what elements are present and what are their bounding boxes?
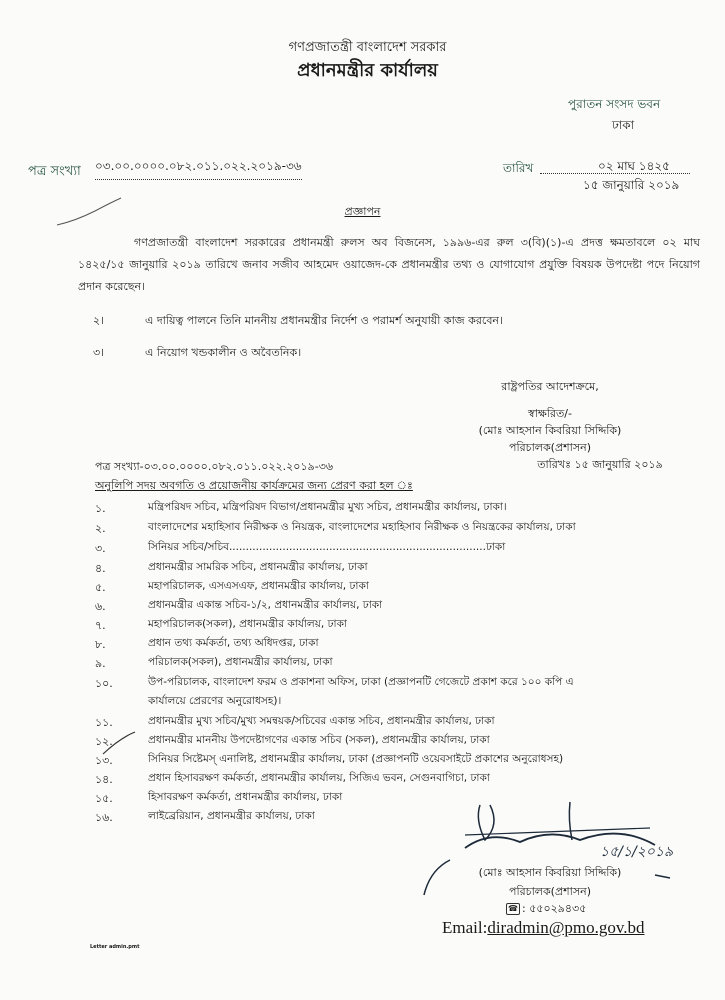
copy-item-text: প্রধান তথ্য কর্মকর্তা, তথ্য অধিদপ্তর, ঢাকা — [148, 637, 319, 649]
copy-item-text: মহাপরিচালক(সকল), প্রধানমন্ত্রীর কার্যালয়, ঢাকা — [148, 618, 347, 630]
copy-item-text: প্রধানমন্ত্রীর মুখ্য সচিব/মুখ্য সমন্বয়ক/সচিবের একান্ত সচিব, প্রধানমন্ত্রীর কার্যালয়, ঢাকা — [148, 715, 495, 727]
presidential-order: রাষ্ট্রপতির আদেশক্রমে, — [501, 380, 599, 393]
address-line-1: পুরাতন সংসদ ভবন — [568, 97, 661, 111]
email-line — [442, 918, 644, 938]
copy-memo-number: পত্র সংখ্যা-০৩.০০.০০০০.০৮২.০১১.০২২.২০১৯-৩৬ — [95, 460, 333, 473]
copy-item-text: হিসাবরক্ষণ কর্মকর্তা, প্রধানমন্ত্রীর কার্যালয়, ঢাকা — [148, 791, 343, 803]
copy-item-number: ৮. — [95, 638, 106, 651]
tick-mark — [95, 728, 145, 758]
point-number: ২। — [93, 314, 105, 327]
copy-item-text: মহাপরিচালক, এসএসএফ, প্রধানমন্ত্রীর কার্যালয়, ঢাকা — [148, 580, 369, 592]
copy-item-text: প্রধানমন্ত্রীর মাননীয় উপদেষ্টাগণের একান্ত সচিব (সকল), প্রধানমন্ত্রীর কার্যালয়, ঢাকা — [148, 734, 490, 746]
copy-item-number: ২. — [95, 522, 106, 535]
email-label: Email: — [442, 918, 488, 937]
copy-item-text: বাংলাদেশের মহাহিসাব নিরীক্ষক ও নিয়ন্ত্রক, বাংলাদেশের মহাহিসাব নিরীক্ষক ও নিয়ন্ত্রকের কার্যালয়, ঢাকা — [148, 521, 576, 533]
copy-item-text: পরিচালক(সকল), প্রধানমন্ত্রীর কার্যালয়, ঢাকা — [148, 656, 333, 668]
copy-item-number: ১৫. — [95, 792, 113, 805]
final-signatory-designation: পরিচালক(প্রশাসন) — [508, 885, 591, 898]
copy-item-text: সিনিয়র সচিব/সচিব.............................................................................ঢাকা — [148, 541, 506, 553]
copy-item-text: প্রধান হিসাবরক্ষণ কর্মকর্তা, প্রধানমন্ত্রীর কার্যালয়, সিজিএ ভবন, সেগুনবাগিচা, ঢাকা — [148, 772, 490, 784]
copy-item-text: লাইব্রেরিয়ান, প্রধানমন্ত্রীর কার্যালয়, ঢাকা — [148, 810, 315, 822]
main-paragraph: গণপ্রজাতন্ত্রী বাংলাদেশ সরকারের প্রধানমন্ত্রী রুলস অব বিজনেস, ১৯৯৬-এর রুল ৩(বি)(১)-এ প্রদত্ত ক্ষমতাবলে ০২ মাঘ ১৪২৫/১৫ জানুয়ারি ২০১৯ তারিখে জনাব সজীব আহমেদ ওয়াজেদ-কে প্রধানমন্ত্রীর তথ্য ও যোগাযোগ প্রযুক্তি বিষয়ক উপদেষ্টা পদে নিয়োগ প্রদান করেছেন। — [78, 236, 700, 293]
email-link[interactable]: diradmin@pmo.gov.bd — [487, 918, 645, 937]
signatory-designation: পরিচালক(প্রশাসন) — [508, 441, 591, 454]
copy-item-number: ৩. — [95, 542, 106, 555]
copy-item-number: ৪. — [95, 562, 106, 575]
signature-date: তারিখঃ ১৫ জানুয়ারি ২০১৯ — [537, 458, 663, 471]
handwritten-date: ১৫/১/২০১৯ — [600, 844, 674, 860]
date-label: তারিখ — [503, 161, 534, 175]
copy-item-number: ১. — [95, 502, 106, 515]
phone-line — [506, 900, 586, 919]
copy-item-text: উপ-পরিচালক, বাংলাদেশ ফরম ও প্রকাশনা অফিস, ঢাকা (প্রজ্ঞাপনটি গেজেটে প্রকাশ করে ১০০ কপি এ — [148, 676, 574, 688]
footer-note: Letter admin.pmt — [90, 944, 140, 950]
copy-item-number: ৯. — [95, 657, 106, 670]
copy-item-number: ১০. — [95, 677, 113, 690]
address-line-2: ঢাকা — [612, 118, 635, 132]
office-name: প্রধানমন্ত্রীর কার্যালয় — [297, 60, 438, 81]
copy-item-text: মন্ত্রিপরিষদ সচিব, মন্ত্রিপরিষদ বিভাগ/প্রধানমন্ত্রীর মুখ্য সচিব, প্রধানমন্ত্রীর কার্যালয়, ঢাকা। — [148, 501, 507, 513]
signed-label: স্বাক্ষরিত/- — [528, 407, 572, 420]
final-signatory-name: (মোঃ আহসান কিবরিয়া সিদ্দিকি) — [478, 866, 622, 879]
copy-item-number: ৭. — [95, 619, 106, 632]
copy-item-text: প্রধানমন্ত্রীর সামরিক সচিব, প্রধানমন্ত্রীর কার্যালয়, ঢাকা — [148, 561, 368, 573]
date-english: ১৫ জানুয়ারি ২০১৯ — [583, 178, 680, 192]
copy-item-text-continued: কার্যালয়ে প্রেরণের অনুরোধসহ)। — [148, 695, 282, 707]
copy-item-number: ১৩. — [95, 754, 113, 767]
telephone-icon: ☎ — [506, 903, 520, 915]
date-bangla: ০২ মাঘ ১৪২৫ — [598, 159, 670, 173]
copy-item-number: ৬. — [95, 600, 106, 613]
memo-number: ০৩.০০.০০০০.০৮২.০১১.০২২.২০১৯-৩৬ — [95, 158, 302, 180]
copy-item-number: ১৪. — [95, 773, 113, 786]
copy-item-number: ৫. — [95, 581, 106, 594]
copy-heading: অনুলিপি সদয় অবগতি ও প্রয়োজনীয় কার্যক্রমের জন্য প্রেরণ করা হল ঃ — [95, 479, 413, 492]
copy-item-number: ১১. — [95, 716, 113, 729]
copy-item-number: ১৬. — [95, 811, 113, 824]
copy-item-number: ১২. — [95, 735, 113, 748]
government-name: গণপ্রজাতন্ত্রী বাংলাদেশ সরকার — [288, 40, 447, 55]
phone-number: : ৫৫০২৯৪৩৫ — [522, 902, 587, 915]
point-number: ৩। — [93, 346, 105, 359]
signatory-name: (মোঃ আহসান কিবরিয়া সিদ্দিকি) — [478, 424, 622, 437]
memo-number-label: পত্র সংখ্যা — [28, 164, 81, 179]
point-text: এ নিয়োগ খন্ডকালীন ও অবৈতনিক। — [145, 346, 302, 359]
copy-item-text: প্রধানমন্ত্রীর একান্ত সচিব-১/২, প্রধানমন্ত্রীর কার্যালয়, ঢাকা — [148, 599, 383, 611]
point-text: এ দায়িত্ব পালনে তিনি মাননীয় প্রধানমন্ত্রীর নির্দেশ ও পরামর্শ অনুযায়ী কাজ করবেন। — [145, 314, 503, 327]
copy-item-text: সিনিয়র সিষ্টেমস্ এনালিষ্ট, প্রধানমন্ত্রীর কার্যালয়, ঢাকা (প্রজ্ঞাপনটি ওয়েবসাইটে প্রকাশের অনুরোধসহ) — [148, 753, 564, 765]
document-title: প্রজ্ঞাপন — [344, 205, 381, 218]
